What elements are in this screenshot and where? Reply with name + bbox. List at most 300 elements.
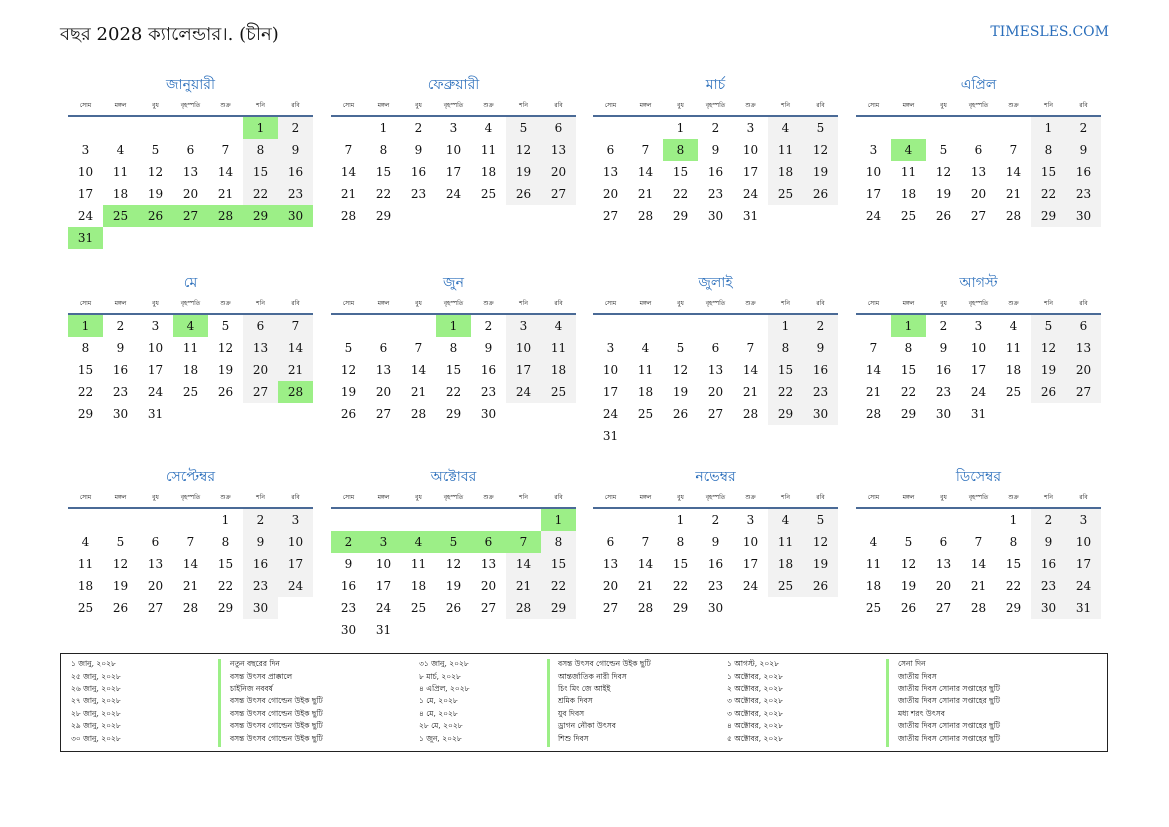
weekday-label: বৃহস্পতি <box>180 300 201 307</box>
day-grid <box>331 315 576 425</box>
month-block <box>331 466 576 641</box>
day-cell: 8 <box>449 341 458 355</box>
day-cell: 2 <box>1066 117 1101 139</box>
holiday-date: ৩ অক্টোবর, ২০২৮ <box>727 708 784 718</box>
day-cell: 29 <box>217 601 234 615</box>
month-name: আগস্ট <box>959 275 998 291</box>
weekday-label: শনি <box>519 300 528 307</box>
day-cell: 27 <box>707 407 724 421</box>
day-cell: 12 <box>1031 337 1066 359</box>
day-cell: 14 <box>637 557 654 571</box>
day-cell: 9 <box>711 535 720 549</box>
day-cell: 19 <box>803 161 838 183</box>
holiday-name: বসন্ত উৎসব গোল্ডেন উইক ছুটি <box>230 708 323 718</box>
day-cell: 4 <box>116 143 125 157</box>
day-cell: 15 <box>375 165 392 179</box>
day-cell: 8 <box>1009 535 1018 549</box>
day-cell: 5 <box>803 117 838 139</box>
day-cell: 14 <box>182 557 199 571</box>
day-cell: 18 <box>77 579 94 593</box>
weekday-label: সোম <box>342 300 355 307</box>
day-cell: 24 <box>375 601 392 615</box>
empty-cell <box>68 117 103 139</box>
weekday-label: শনি <box>519 102 528 109</box>
weekday-label: বুধ <box>415 494 422 501</box>
month-name: নভেম্বর <box>695 469 736 485</box>
month-block <box>68 466 313 619</box>
month-block <box>331 74 576 227</box>
day-cell-holiday: 1 <box>243 117 278 139</box>
day-cell: 6 <box>606 535 615 549</box>
day-cell: 10 <box>602 363 619 377</box>
day-cell: 19 <box>217 363 234 377</box>
month-name: অক্টোবর <box>430 469 477 485</box>
day-cell-holiday: 7 <box>506 531 541 553</box>
day-cell: 25 <box>480 187 497 201</box>
day-cell: 4 <box>484 121 493 135</box>
day-cell: 31 <box>970 407 987 421</box>
month-block <box>856 74 1101 227</box>
holiday-date: ৩০ জানু, ২০২৮ <box>71 733 121 743</box>
weekday-label: শুক্র <box>745 494 756 501</box>
day-cell: 21 <box>217 187 234 201</box>
weekday-label: বুধ <box>415 102 422 109</box>
day-cell: 12 <box>112 557 129 571</box>
day-cell: 9 <box>116 341 125 355</box>
day-cell-holiday: 28 <box>278 381 313 403</box>
day-cell: 3 <box>606 341 615 355</box>
day-cell: 13 <box>602 165 619 179</box>
day-cell: 20 <box>970 187 987 201</box>
day-cell: 20 <box>1066 359 1101 381</box>
day-cell: 14 <box>865 363 882 377</box>
day-cell: 5 <box>803 509 838 531</box>
empty-cell <box>856 509 891 531</box>
site-link[interactable]: TIMESLES.COM <box>990 24 1109 40</box>
day-cell: 2 <box>711 121 720 135</box>
day-cell: 14 <box>506 553 541 575</box>
day-cell: 25 <box>77 601 94 615</box>
day-grid <box>593 509 838 619</box>
day-cell: 1 <box>676 121 685 135</box>
day-cell: 27 <box>602 209 619 223</box>
holiday-name-column <box>552 659 651 746</box>
day-cell: 17 <box>742 165 759 179</box>
month-name: জুলাই <box>698 275 733 291</box>
day-cell: 31 <box>742 209 759 223</box>
day-cell: 14 <box>278 337 313 359</box>
weekday-label: শনি <box>256 102 265 109</box>
month-name: মে <box>183 275 198 291</box>
holiday-date: ৩১ জানু, ২০২৮ <box>419 659 469 669</box>
day-cell: 10 <box>278 531 313 553</box>
day-cell-holiday: 30 <box>278 205 313 227</box>
holiday-date: ২৮ মে, ২০২৮ <box>419 721 463 731</box>
weekday-label: মঙ্গল <box>377 102 390 109</box>
weekday-label: বৃহস্পতি <box>968 494 989 501</box>
holiday-name: বসন্ত উৎসব গোল্ডেন উইক ছুটি <box>230 696 323 706</box>
weekday-label: মঙ্গল <box>114 300 127 307</box>
day-cell: 27 <box>602 601 619 615</box>
day-cell: 13 <box>970 165 987 179</box>
weekday-label: রবি <box>554 102 563 109</box>
day-cell: 25 <box>182 385 199 399</box>
day-cell: 19 <box>900 579 917 593</box>
weekday-header <box>856 296 1101 312</box>
day-cell: 11 <box>865 557 882 571</box>
day-cell: 22 <box>217 579 234 593</box>
holiday-name: জাতীয় দিবস সোনার সপ্তাহের ছুটি <box>898 733 1000 743</box>
day-cell: 10 <box>970 341 987 355</box>
holiday-date: ২৮ জানু, ২০২৮ <box>71 708 121 718</box>
day-cell: 14 <box>1005 165 1022 179</box>
day-cell: 29 <box>672 601 689 615</box>
day-cell: 7 <box>186 535 195 549</box>
holiday-name: নতুন বছরের দিন <box>230 659 280 669</box>
day-cell-holiday: 26 <box>138 205 173 227</box>
day-cell: 23 <box>1031 575 1066 597</box>
day-cell: 10 <box>375 557 392 571</box>
day-cell: 16 <box>410 165 427 179</box>
day-cell: 30 <box>803 403 838 425</box>
holiday-date: ১ অক্টোবর, ২০২৮ <box>727 671 784 681</box>
day-cell: 18 <box>900 187 917 201</box>
weekday-label: রবি <box>1079 494 1088 501</box>
weekday-label: বুধ <box>677 300 684 307</box>
day-cell: 2 <box>1031 509 1066 531</box>
day-cell: 6 <box>1066 315 1101 337</box>
day-cell-holiday: 3 <box>366 531 401 553</box>
day-cell: 8 <box>243 139 278 161</box>
day-cell: 11 <box>480 143 497 157</box>
day-cell: 29 <box>1031 205 1066 227</box>
day-cell: 6 <box>243 315 278 337</box>
day-cell: 21 <box>742 385 759 399</box>
day-cell: 23 <box>340 601 357 615</box>
day-cell: 5 <box>151 143 160 157</box>
holiday-date-column <box>727 659 783 746</box>
day-cell: 25 <box>768 183 803 205</box>
day-cell-holiday: 2 <box>331 531 366 553</box>
day-cell-holiday: 27 <box>173 205 208 227</box>
empty-cell <box>996 117 1031 139</box>
empty-cell <box>208 117 243 139</box>
day-cell: 26 <box>900 601 917 615</box>
weekday-label: রবি <box>816 494 825 501</box>
weekday-label: মঙ্গল <box>114 102 127 109</box>
day-cell: 20 <box>935 579 952 593</box>
weekday-label: শনি <box>1044 494 1053 501</box>
day-cell: 15 <box>1005 557 1022 571</box>
empty-cell <box>698 315 733 337</box>
weekday-label: রবি <box>554 300 563 307</box>
month-block <box>593 466 838 619</box>
holiday-date: ১ মে, ২০২৮ <box>419 696 458 706</box>
day-cell: 29 <box>77 407 94 421</box>
day-cell: 24 <box>278 575 313 597</box>
day-cell: 19 <box>340 385 357 399</box>
weekday-label: রবি <box>291 300 300 307</box>
day-cell: 24 <box>1066 575 1101 597</box>
day-cell: 5 <box>344 341 353 355</box>
day-cell: 22 <box>900 385 917 399</box>
day-cell: 2 <box>711 513 720 527</box>
day-cell: 22 <box>445 385 462 399</box>
day-cell: 31 <box>147 407 164 421</box>
day-cell: 15 <box>217 557 234 571</box>
holiday-color-bar <box>886 659 889 747</box>
empty-cell <box>331 509 366 531</box>
weekday-header <box>593 98 838 114</box>
day-cell: 19 <box>935 187 952 201</box>
day-cell: 27 <box>243 381 278 403</box>
day-cell: 21 <box>410 385 427 399</box>
empty-cell <box>366 315 401 337</box>
day-cell: 25 <box>900 209 917 223</box>
day-cell: 7 <box>221 143 230 157</box>
day-cell: 13 <box>147 557 164 571</box>
day-cell: 14 <box>217 165 234 179</box>
weekday-label: বুধ <box>940 494 947 501</box>
day-cell: 30 <box>707 209 724 223</box>
holiday-name: বসন্ত উৎসব গোল্ডেন উইক ছুটি <box>230 733 323 743</box>
weekday-label: বুধ <box>152 102 159 109</box>
weekday-header <box>68 490 313 506</box>
holiday-date: ৮ মার্চ, ২০২৮ <box>419 671 461 681</box>
day-cell: 4 <box>541 315 576 337</box>
day-cell: 13 <box>375 363 392 377</box>
day-cell: 24 <box>970 385 987 399</box>
weekday-label: শুক্র <box>1008 494 1019 501</box>
day-cell: 25 <box>1005 385 1022 399</box>
day-cell: 19 <box>112 579 129 593</box>
day-cell: 21 <box>278 359 313 381</box>
month-name: ফেব্রুয়ারী <box>427 77 480 93</box>
day-cell: 7 <box>746 341 755 355</box>
empty-cell <box>856 117 891 139</box>
day-cell: 6 <box>939 535 948 549</box>
empty-cell <box>138 509 173 531</box>
holiday-date-column <box>71 659 121 746</box>
empty-cell <box>173 509 208 531</box>
holiday-name-column <box>892 659 1000 746</box>
day-cell: 5 <box>506 117 541 139</box>
day-cell: 11 <box>182 341 199 355</box>
day-cell: 3 <box>1066 509 1101 531</box>
day-cell: 22 <box>672 579 689 593</box>
holiday-date: ২৫ জানু, ২০২৮ <box>71 671 121 681</box>
day-cell: 21 <box>1005 187 1022 201</box>
day-cell: 11 <box>112 165 129 179</box>
day-cell: 13 <box>935 557 952 571</box>
day-cell: 29 <box>445 407 462 421</box>
day-cell: 10 <box>742 535 759 549</box>
day-cell: 17 <box>375 579 392 593</box>
day-cell: 24 <box>445 187 462 201</box>
day-cell: 20 <box>707 385 724 399</box>
weekday-label: বুধ <box>152 494 159 501</box>
day-cell: 30 <box>707 601 724 615</box>
holiday-name: আন্তর্জাতিক নারী দিবস <box>558 671 627 681</box>
weekday-label: সোম <box>867 494 880 501</box>
day-cell: 4 <box>768 509 803 531</box>
weekday-label: বৃহস্পতি <box>180 494 201 501</box>
weekday-label: বুধ <box>677 494 684 501</box>
day-cell: 23 <box>410 187 427 201</box>
day-cell: 16 <box>707 557 724 571</box>
day-cell-holiday: 1 <box>436 315 471 337</box>
day-cell: 2 <box>414 121 423 135</box>
holiday-date: ৪ অক্টোবর, ২০২৮ <box>727 721 784 731</box>
month-block <box>856 466 1101 619</box>
day-cell: 15 <box>768 359 803 381</box>
day-cell: 26 <box>935 209 952 223</box>
empty-cell <box>961 117 996 139</box>
day-cell: 18 <box>480 165 497 179</box>
day-cell: 2 <box>803 315 838 337</box>
day-cell: 5 <box>1031 315 1066 337</box>
day-cell: 2 <box>484 319 493 333</box>
month-block <box>68 74 313 249</box>
day-cell: 20 <box>480 579 497 593</box>
weekday-label: সোম <box>867 102 880 109</box>
day-cell: 24 <box>506 381 541 403</box>
day-cell: 12 <box>803 531 838 553</box>
day-cell: 2 <box>243 509 278 531</box>
page-title: বছর 2028 ক্যালেন্ডার।. (চীন) <box>60 24 279 45</box>
holiday-date: ৪ এপ্রিল, ২০২৮ <box>419 683 470 693</box>
holiday-name: চাইনিজ নববর্ষ <box>230 683 273 693</box>
day-cell: 7 <box>974 535 983 549</box>
day-cell: 3 <box>278 509 313 531</box>
day-grid <box>331 117 576 227</box>
day-cell: 18 <box>637 385 654 399</box>
day-cell: 27 <box>541 183 576 205</box>
weekday-label: বুধ <box>940 300 947 307</box>
weekday-label: বৃহস্পতি <box>968 102 989 109</box>
day-cell: 27 <box>935 601 952 615</box>
day-cell: 12 <box>217 341 234 355</box>
day-cell: 9 <box>711 143 720 157</box>
day-cell: 4 <box>869 535 878 549</box>
day-cell: 8 <box>904 341 913 355</box>
day-cell: 4 <box>1009 319 1018 333</box>
day-cell: 1 <box>1031 117 1066 139</box>
day-cell: 26 <box>217 385 234 399</box>
day-cell: 28 <box>340 209 357 223</box>
day-cell: 16 <box>278 161 313 183</box>
day-cell: 17 <box>147 363 164 377</box>
day-cell: 17 <box>970 363 987 377</box>
day-cell: 28 <box>506 597 541 619</box>
weekday-label: বুধ <box>940 102 947 109</box>
day-cell: 8 <box>676 535 685 549</box>
day-cell: 29 <box>1005 601 1022 615</box>
day-cell: 7 <box>414 341 423 355</box>
empty-cell <box>506 509 541 531</box>
empty-cell <box>366 509 401 531</box>
holiday-name: শ্রমিক দিবস <box>558 696 593 706</box>
weekday-label: শুক্র <box>483 494 494 501</box>
day-cell: 17 <box>865 187 882 201</box>
day-cell: 21 <box>970 579 987 593</box>
empty-cell <box>891 117 926 139</box>
day-cell: 17 <box>1066 553 1101 575</box>
day-cell: 5 <box>939 143 948 157</box>
day-cell: 18 <box>768 553 803 575</box>
weekday-label: শুক্র <box>1008 300 1019 307</box>
day-cell: 11 <box>1005 341 1022 355</box>
day-cell: 19 <box>506 161 541 183</box>
day-cell: 26 <box>340 407 357 421</box>
day-cell: 23 <box>707 579 724 593</box>
month-name: সেপ্টেম্বর <box>165 469 216 485</box>
day-cell: 15 <box>445 363 462 377</box>
day-cell: 20 <box>182 187 199 201</box>
weekday-header <box>331 98 576 114</box>
month-name: ডিসেম্বর <box>955 469 1002 485</box>
day-cell: 15 <box>243 161 278 183</box>
day-cell: 9 <box>484 341 493 355</box>
day-cell: 5 <box>116 535 125 549</box>
weekday-label: সোম <box>79 102 92 109</box>
day-cell: 22 <box>1005 579 1022 593</box>
day-cell: 14 <box>970 557 987 571</box>
day-cell: 15 <box>77 363 94 377</box>
day-cell: 28 <box>637 601 654 615</box>
day-cell: 11 <box>768 531 803 553</box>
holiday-date: ১ আগস্ট, ২০২৮ <box>727 659 779 669</box>
day-grid <box>593 117 838 227</box>
day-cell: 21 <box>506 575 541 597</box>
day-cell: 1 <box>676 513 685 527</box>
empty-cell <box>593 509 628 531</box>
day-cell: 28 <box>742 407 759 421</box>
day-cell: 30 <box>340 623 357 637</box>
day-cell: 27 <box>147 601 164 615</box>
day-cell: 4 <box>81 535 90 549</box>
holiday-color-bar <box>547 659 550 747</box>
day-cell: 11 <box>637 363 654 377</box>
day-cell: 9 <box>1031 531 1066 553</box>
weekday-label: সোম <box>867 300 880 307</box>
day-cell: 16 <box>243 553 278 575</box>
day-cell: 3 <box>449 121 458 135</box>
day-cell: 1 <box>768 315 803 337</box>
weekday-header <box>68 296 313 312</box>
weekday-header <box>593 490 838 506</box>
day-grid <box>856 315 1101 425</box>
day-cell: 23 <box>112 385 129 399</box>
day-cell: 28 <box>865 407 882 421</box>
day-cell: 30 <box>480 407 497 421</box>
weekday-label: শুক্র <box>220 102 231 109</box>
day-cell: 22 <box>541 575 576 597</box>
holiday-name: মধ্য শরৎ উৎসব <box>898 708 945 718</box>
weekday-label: শনি <box>781 494 790 501</box>
day-cell: 22 <box>243 183 278 205</box>
day-cell: 5 <box>676 341 685 355</box>
day-cell: 19 <box>445 579 462 593</box>
weekday-label: বৃহস্পতি <box>705 300 726 307</box>
day-cell: 12 <box>935 165 952 179</box>
holiday-name: ড্রাগন নৌকা উৎসব <box>558 721 616 731</box>
day-cell: 12 <box>147 165 164 179</box>
day-cell: 24 <box>77 209 94 223</box>
day-cell: 8 <box>768 337 803 359</box>
day-cell: 16 <box>803 359 838 381</box>
weekday-label: রবি <box>291 102 300 109</box>
